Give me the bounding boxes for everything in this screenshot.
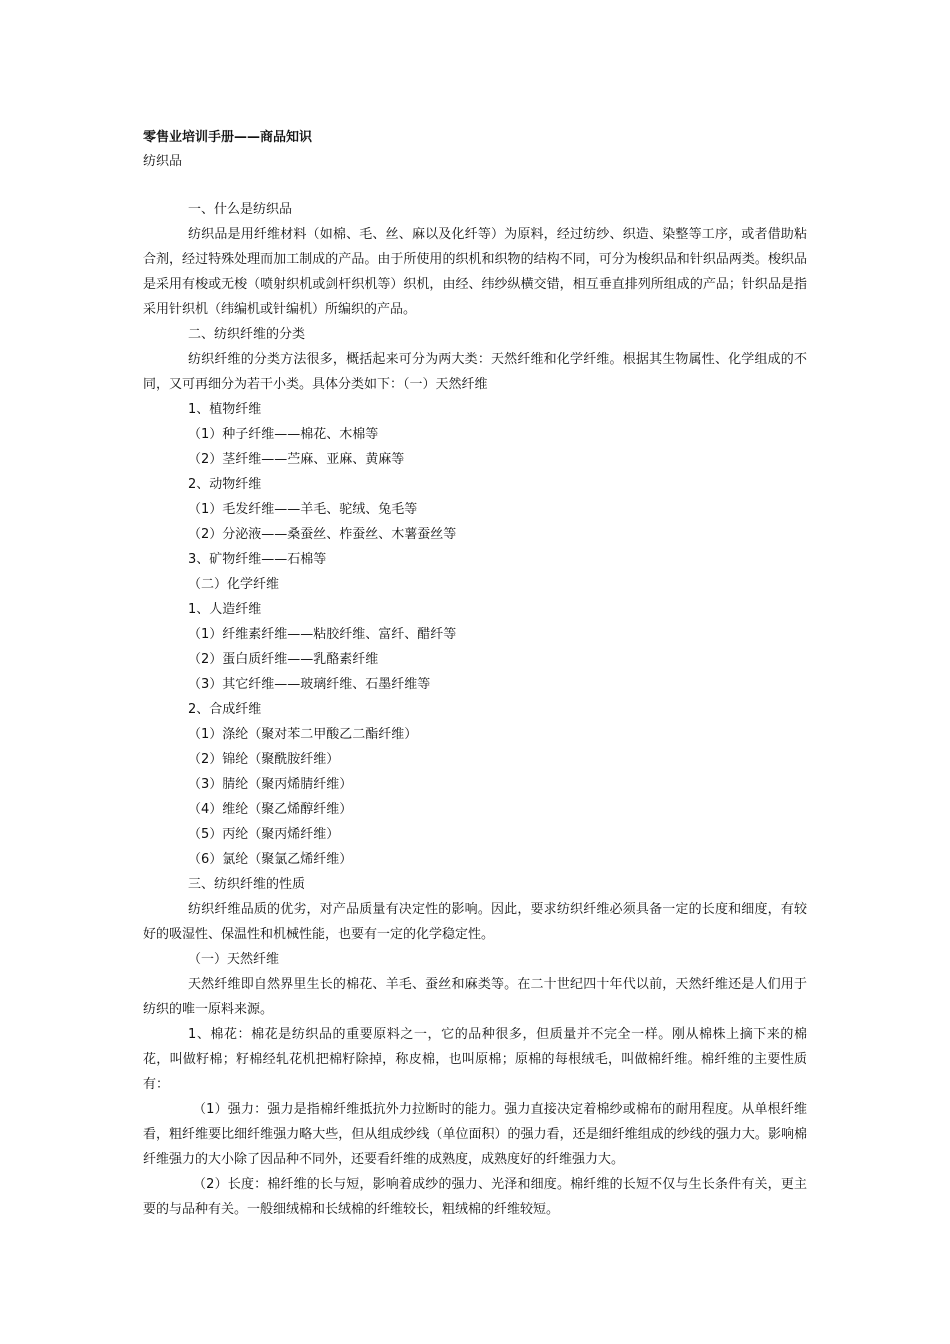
paragraph: （1）毛发纤维——羊毛、驼绒、兔毛等 xyxy=(188,502,418,517)
paragraph: （6）氯纶（聚氯乙烯纤维） xyxy=(188,852,353,867)
paragraph: （2）分泌液——桑蚕丝、柞蚕丝、木薯蚕丝等 xyxy=(188,527,457,542)
paragraph: （5）丙纶（聚丙烯纤维） xyxy=(188,827,340,842)
paragraph: 1、人造纤维 xyxy=(188,602,262,617)
paragraph: 2、合成纤维 xyxy=(188,702,262,717)
paragraph: （4）维纶（聚乙烯醇纤维） xyxy=(188,802,353,817)
document-body xyxy=(143,128,807,1222)
paragraph: （2）锦纶（聚酰胺纤维） xyxy=(188,752,340,767)
document-title: 零售业培训手册——商品知识 xyxy=(143,130,313,145)
paragraph: （2）茎纤维——苎麻、亚麻、黄麻等 xyxy=(188,452,405,467)
paragraph: （2）蛋白质纤维——乳酪素纤维 xyxy=(188,652,379,667)
paragraph: （一）天然纤维 xyxy=(188,952,280,967)
document-text xyxy=(143,197,807,1222)
paragraph: （3）其它纤维——玻璃纤维、石墨纤维等 xyxy=(188,677,431,692)
paragraph: （1）纤维素纤维——粘胶纤维、富纤、醋纤等 xyxy=(188,627,457,642)
paragraph: 1、植物纤维 xyxy=(188,402,262,417)
document-subtitle: 纺织品 xyxy=(143,154,183,169)
paragraph: 1、棉花：棉花是纺织品的重要原料之一，它的品种很多，但质量并不完全一样。刚从棉株上摘下来的棉花，叫做籽棉；籽棉经轧花机把棉籽除掉，称皮棉，也叫原棉；原棉的每根绒毛，叫做棉纤维。棉纤维的主要性质有： xyxy=(143,1027,807,1092)
paragraph: 2、动物纤维 xyxy=(188,477,262,492)
paragraph: 一、什么是纺织品 xyxy=(188,202,293,217)
spacer xyxy=(143,172,807,197)
paragraph: 三、纺织纤维的性质 xyxy=(188,877,306,892)
paragraph: （2）长度：棉纤维的长与短，影响着成纱的强力、光泽和细度。棉纤维的长短不仅与生长条件有关，更主要的与品种有关。一般细绒棉和长绒棉的纤维较长，粗绒棉的纤维较短。 xyxy=(143,1177,807,1217)
paragraph: （1）种子纤维——棉花、木棉等 xyxy=(188,427,379,442)
paragraph: （二）化学纤维 xyxy=(188,577,280,592)
paragraph: 二、纺织纤维的分类 xyxy=(188,327,306,342)
paragraph: 3、矿物纤维——石棉等 xyxy=(188,552,327,567)
paragraph: 纺织纤维品质的优劣，对产品质量有决定性的影响。因此，要求纺织纤维必须具备一定的长度和细度，有较好的吸湿性、保温性和机械性能，也要有一定的化学稳定性。 xyxy=(143,902,807,942)
paragraph: 天然纤维即自然界里生长的棉花、羊毛、蚕丝和麻类等。在二十世纪四十年代以前，天然纤维还是人们用于纺织的唯一原料来源。 xyxy=(143,977,807,1017)
paragraph: （1）强力：强力是指棉纤维抵抗外力拉断时的能力。强力直接决定着棉纱或棉布的耐用程度。从单根纤维看，粗纤维要比细纤维强力略大些，但从组成纱线（单位面积）的强力看，还是细纤维组成的纱线的强力大。影响棉纤维强力的大小除了因品种不同外，还要看纤维的成熟度，成熟度好的纤维强力大。 xyxy=(143,1102,807,1167)
paragraph: 纺织品是用纤维材料（如棉、毛、丝、麻以及化纤等）为原料，经过纺纱、织造、染整等工序，或者借助粘合剂，经过特殊处理而加工制成的产品。由于所使用的织机和织物的结构不同，可分为梭织品和针织品两类。梭织品是采用有梭或无梭（喷射织机或剑杆织机等）织机，由经、纬纱纵横交错，相互垂直排列所组成的产品；针织品是指采用针织机（纬编机或针编机）所编织的产品。 xyxy=(143,227,807,317)
paragraph: （1）涤纶（聚对苯二甲酸乙二酯纤维） xyxy=(188,727,418,742)
paragraph: 纺织纤维的分类方法很多，概括起来可分为两大类：天然纤维和化学纤维。根据其生物属性、化学组成的不同，又可再细分为若干小类。具体分类如下：（一）天然纤维 xyxy=(143,352,807,392)
paragraph: （3）腈纶（聚丙烯腈纤维） xyxy=(188,777,353,792)
